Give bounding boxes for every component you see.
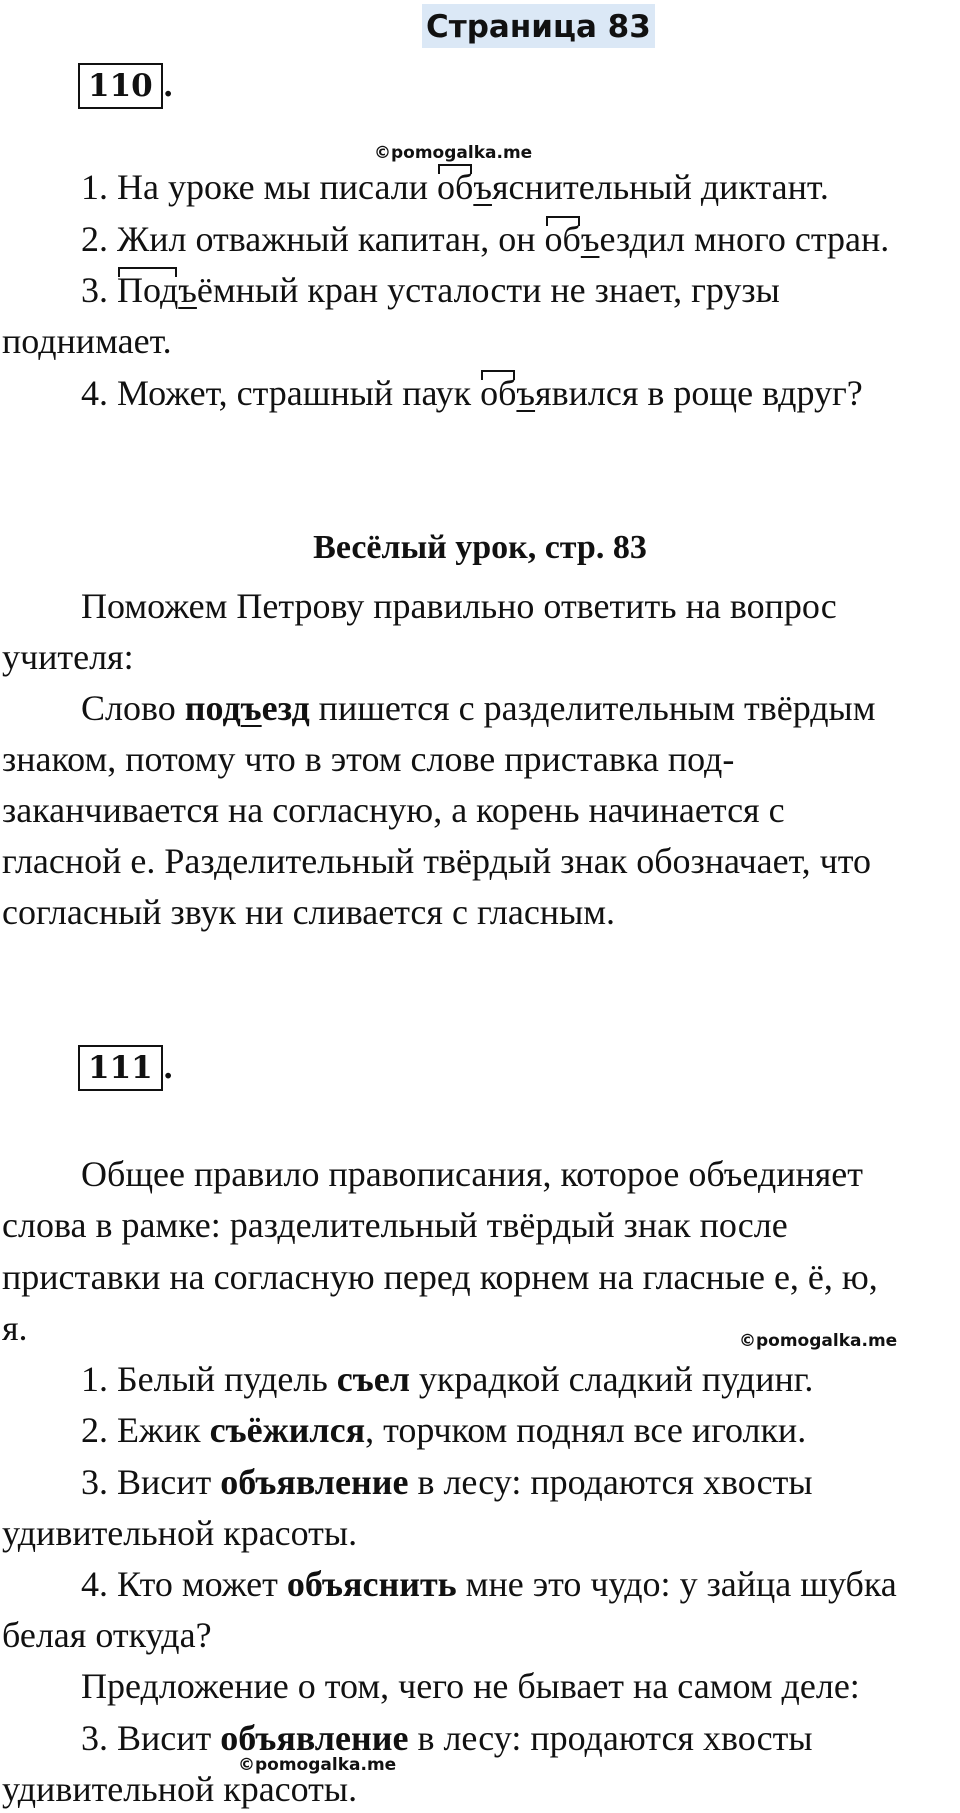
ex111-para-line-4: я. (2, 1308, 28, 1348)
ex111-para-line-3: приставки на согласную перед корнем на гласные е, ё, ю, (2, 1257, 878, 1297)
exercise-number-box: 111 (78, 1045, 163, 1091)
fun-lesson-heading: Весёлый урок, стр. 83 (313, 529, 647, 566)
ex111-question: Предложение о том, чего не бывает на самом деле: (81, 1666, 860, 1706)
prefix-mark: об (437, 164, 473, 210)
fun-line-2: учителя: (2, 637, 134, 677)
ex111-answer: 3. Висит объявление в лесу: продаются хвосты (81, 1718, 813, 1758)
fun-line-3: Слово подъезд пишется с разделительным твёрдым (81, 688, 876, 728)
prefix-mark: об (480, 370, 516, 416)
hard-sign: ъ (516, 373, 536, 413)
hard-sign: ъ (178, 270, 197, 310)
page-title: Страница 83 (422, 4, 655, 48)
fun-line-7: согласный звук ни сливается с гласным. (2, 892, 616, 932)
exercise-111-header (78, 1045, 174, 1091)
ex111-para-line-2: слова в рамке: разделительный твёрдый знак после (2, 1205, 788, 1245)
watermark: ©pomogalka.me (739, 1331, 898, 1351)
hard-sign: ъ (473, 167, 492, 207)
ex111-sentence-4-cont: белая откуда? (2, 1615, 212, 1655)
exercise-110-header (78, 63, 174, 109)
prefix-mark: Под (117, 267, 178, 313)
fun-line-4: знаком, потому что в этом слове приставка под- (2, 739, 735, 779)
watermark: ©pomogalka.me (374, 143, 533, 163)
fun-line-1: Поможем Петрову правильно ответить на вопрос (81, 586, 837, 626)
ex111-sentence-4: 4. Кто может объяснить мне это чудо: у зайца шубка (81, 1564, 897, 1604)
ex111-sentence-3-cont: удивительной красоты. (2, 1513, 358, 1553)
ex110-sentence-1: 1. На уроке мы писали объяснительный диктант. (81, 164, 829, 210)
fun-line-5: заканчивается на согласную, а корень начинается с (2, 790, 785, 830)
ex111-sentence-2: 2. Ежик съёжился, торчком поднял все иголки. (81, 1410, 807, 1450)
watermark: ©pomogalka.me (238, 1755, 397, 1775)
ex110-sentence-2: 2. Жил отважный капитан, он объездил много стран. (81, 216, 889, 262)
ex110-sentence-4: 4. Может, страшный паук объявился в роще вдруг? (81, 370, 863, 416)
ex111-answer-cont: удивительной красоты. (2, 1769, 358, 1809)
ex110-sentence-3-cont: поднимает. (2, 321, 172, 361)
ex110-sentence-3: 3. Подъёмный кран усталости не знает, грузы (81, 267, 780, 313)
ex111-sentence-1: 1. Белый пудель съел украдкой сладкий пудинг. (81, 1359, 814, 1399)
bold-word: подъезд (184, 688, 310, 728)
number-dot: . (162, 68, 174, 104)
ex111-sentence-3: 3. Висит объявление в лесу: продаются хвосты (81, 1462, 813, 1502)
hard-sign: ъ (580, 219, 600, 259)
prefix-mark: об (545, 216, 581, 262)
exercise-number-box: 110 (78, 63, 163, 109)
ex111-para-line-1: Общее правило правописания, которое объединяет (81, 1154, 863, 1194)
number-dot: . (162, 1050, 174, 1086)
fun-line-6: гласной е. Разделительный твёрдый знак обозначает, что (2, 841, 872, 881)
